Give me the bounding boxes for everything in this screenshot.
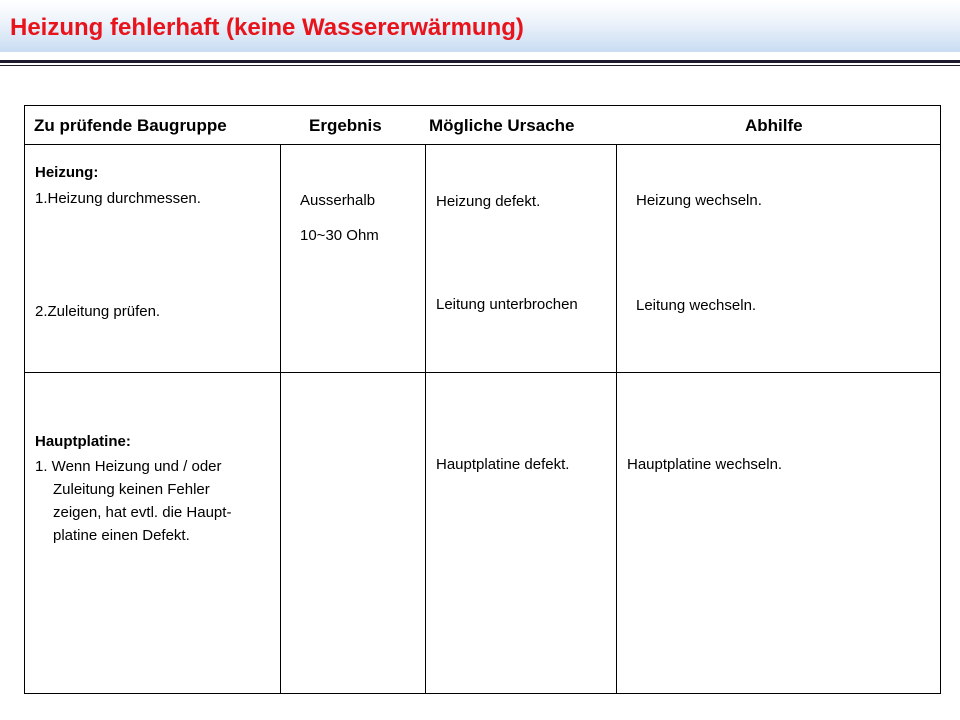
row2-line3: zeigen, hat evtl. die Haupt-	[53, 504, 232, 521]
header-ergebnis: Ergebnis	[309, 116, 382, 135]
header-abhilfe: Abhilfe	[745, 116, 803, 135]
column-divider	[425, 145, 426, 693]
row1-ergebnis-line1: Ausserhalb	[300, 192, 376, 209]
column-divider	[616, 145, 617, 693]
title-bar	[0, 0, 960, 52]
row1-abhilfe2: Leitung wechseln.	[636, 297, 757, 314]
title-divider-thin	[0, 65, 960, 66]
troubleshooting-table	[24, 105, 941, 694]
row2-line2: Zuleitung keinen Fehler	[53, 481, 210, 498]
row2-abhilfe: Hauptplatine wechseln.	[627, 456, 783, 473]
title-divider-thick	[0, 60, 960, 63]
page-title: Heizung fehlerhaft (keine Wassererwärmung)	[10, 14, 524, 41]
header-ursache: Mögliche Ursache	[429, 116, 575, 135]
row1-step1: 1.Heizung durchmessen.	[35, 190, 201, 207]
row1-ursache1: Heizung defekt.	[436, 193, 541, 210]
header-divider	[25, 144, 940, 145]
row1-heading: Heizung:	[35, 164, 99, 181]
row2-line1: 1. Wenn Heizung und / oder	[35, 458, 222, 475]
row1-ergebnis-line2: 10~30 Ohm	[300, 227, 379, 244]
row-divider	[25, 372, 940, 373]
header-baugruppe: Zu prüfende Baugruppe	[34, 116, 227, 135]
row2-heading: Hauptplatine:	[35, 433, 131, 450]
row2-ursache: Hauptplatine defekt.	[436, 456, 570, 473]
row1-step2: 2.Zuleitung prüfen.	[35, 303, 161, 320]
row2-line4: platine einen Defekt.	[53, 527, 190, 544]
column-divider	[280, 145, 281, 693]
row1-abhilfe1: Heizung wechseln.	[636, 192, 762, 209]
row1-ursache2: Leitung unterbrochen	[436, 296, 578, 313]
